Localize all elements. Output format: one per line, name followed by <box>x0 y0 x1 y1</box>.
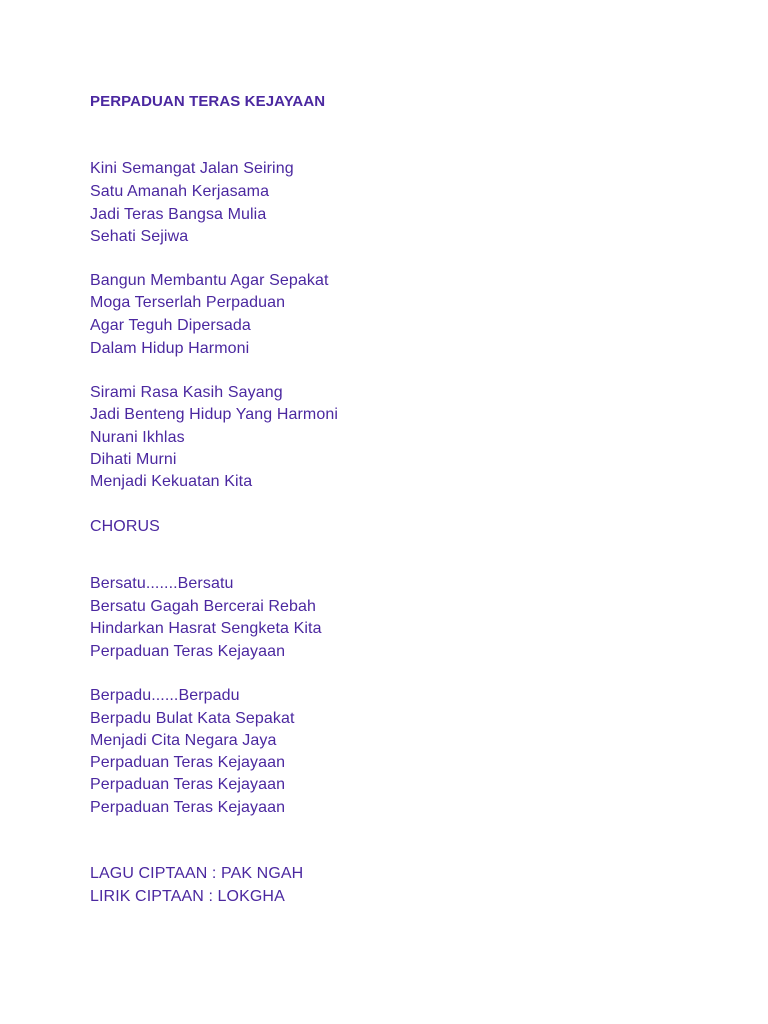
verse2-line3: Agar Teguh Dipersada <box>90 317 251 334</box>
lyricist-credit: LIRIK CIPTAAN : LOKGHA <box>90 888 285 905</box>
verse3-line2: Jadi Benteng Hidup Yang Harmoni <box>90 406 338 423</box>
verse1-line4: Sehati Sejiwa <box>90 228 189 245</box>
chorus2-line3: Menjadi Cita Negara Jaya <box>90 732 277 749</box>
composer-credit: LAGU CIPTAAN : PAK NGAH <box>90 865 304 882</box>
verse2-line4: Dalam Hidup Harmoni <box>90 340 250 357</box>
verse3-line4: Dihati Murni <box>90 451 177 468</box>
chorus1-line1: Bersatu.......Bersatu <box>90 575 234 592</box>
chorus1-line2: Bersatu Gagah Bercerai Rebah <box>90 598 317 615</box>
chorus2-line1: Berpadu......Berpadu <box>90 687 240 704</box>
verse1-line2: Satu Amanah Kerjasama <box>90 183 270 200</box>
chorus2-line4: Perpaduan Teras Kejayaan <box>90 754 286 771</box>
verse2-line2: Moga Terserlah Perpaduan <box>90 294 286 311</box>
chorus1-line3: Hindarkan Hasrat Sengketa Kita <box>90 620 322 637</box>
verse1-line1: Kini Semangat Jalan Seiring <box>90 160 294 177</box>
chorus2-line6: Perpaduan Teras Kejayaan <box>90 799 286 816</box>
chorus1-line4: Perpaduan Teras Kejayaan <box>90 643 286 660</box>
verse2-line1: Bangun Membantu Agar Sepakat <box>90 272 329 289</box>
chorus2-line2: Berpadu Bulat Kata Sepakat <box>90 710 295 727</box>
song-title: PERPADUAN TERAS KEJAYAAN <box>90 93 326 110</box>
verse3-line1: Sirami Rasa Kasih Sayang <box>90 384 283 401</box>
verse1-line3: Jadi Teras Bangsa Mulia <box>90 206 267 223</box>
verse3-line5: Menjadi Kekuatan Kita <box>90 473 253 490</box>
verse3-line3: Nurani Ikhlas <box>90 429 185 446</box>
chorus2-line5: Perpaduan Teras Kejayaan <box>90 776 286 793</box>
chorus-heading: CHORUS <box>90 518 160 535</box>
